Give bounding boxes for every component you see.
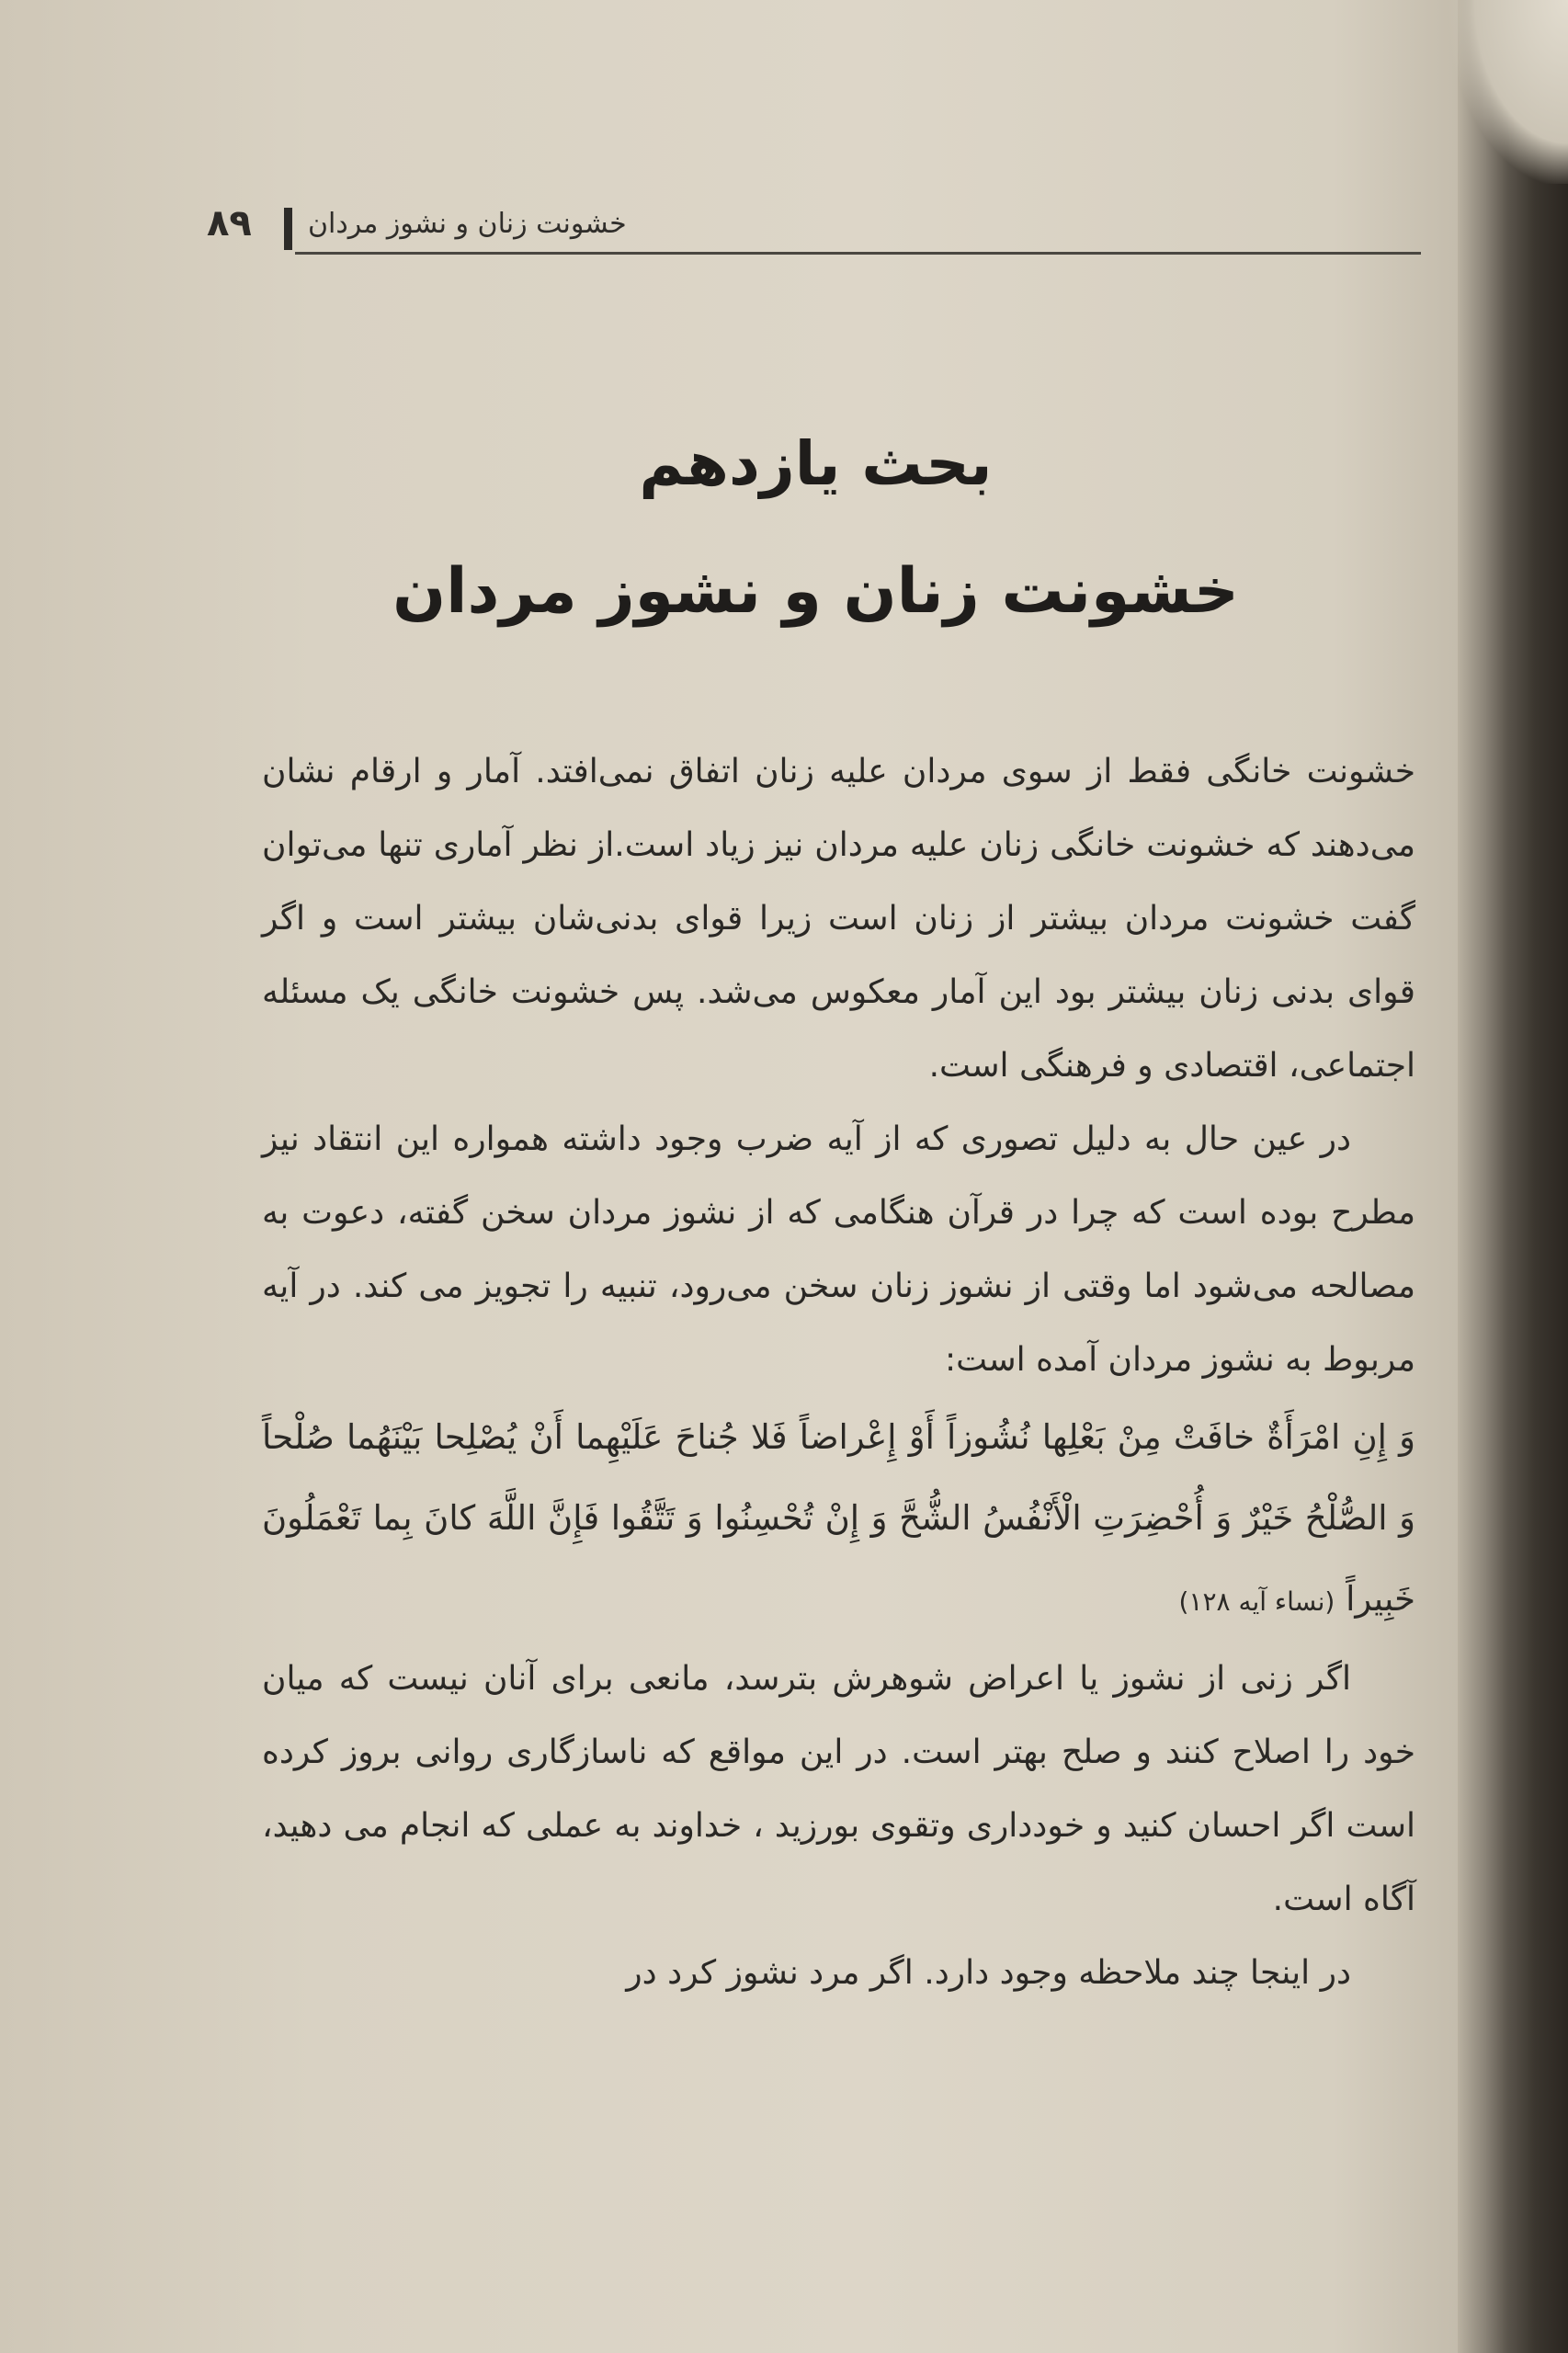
running-header-title: خشونت زنان و نشوز مردان xyxy=(308,208,627,240)
paragraph-1: خشونت خانگی فقط از سوی مردان علیه زنان اتفاق نمی‌افتد. آمار و ارقام نشان می‌دهند که خشونت خانگی زنان علیه مردان نیز زیاد است.از نظر آماری تنها می‌توان گفت خشونت مردان بیشتر از زنان است زیرا قوای بدنی‌شان بیشتر است و اگر قوای بدنی زنان بیشتر بود این آمار معکوس می‌شد. پس خشونت خانگی یک مسئله اجتماعی، اقتصادی و فرهنگی است. xyxy=(262,753,1415,1085)
header-rule xyxy=(295,252,1421,255)
page-number: ۸۹ xyxy=(207,202,252,244)
page-curl-highlight xyxy=(1449,0,1568,184)
body-text xyxy=(262,735,1415,2010)
header-bar-mark xyxy=(284,208,292,250)
next-page-edge xyxy=(1458,0,1568,2353)
quran-verse xyxy=(262,1397,1415,1643)
paragraph-2: در عین حال به دلیل تصوری که از آیه ضرب وجود داشته همواره این انتقاد نیز مطرح بوده است که چرا در قرآن هنگامی که از نشوز مردان سخن گفته، دعوت به مصالحه می‌شود اما وقتی از نشوز زنان سخن می‌رود، تنبیه را تجویز می کند. در آیه مربوط به نشوز مردان آمده است: xyxy=(262,1120,1415,1379)
running-header xyxy=(207,200,1425,265)
verse-reference: (نساء آیه ۱۲۸) xyxy=(1178,1586,1335,1617)
paragraph-4: در اینجا چند ملاحظه وجود دارد. اگر مرد نشوز کرد در xyxy=(626,1954,1351,1992)
chapter-title: بحث یازدهم xyxy=(639,428,993,499)
quran-verse-text: وَ إِنِ امْرَأَةٌ خافَتْ مِنْ بَعْلِها نُشُوزاً أَوْ إِعْراضاً فَلا جُناحَ عَلَيْهِما أَنْ يُصْلِحا بَيْنَهُما صُلْحاً وَ الصُّلْحُ خَيْرٌ وَ أُحْضِرَتِ الْأَنْفُسُ الشُّحَّ وَ إِنْ تُحْسِنُوا وَ تَتَّقُوا فَإِنَّ اللَّهَ كانَ بِما تَعْمَلُونَ خَبِيراً xyxy=(262,1417,1415,1619)
chapter-subtitle: خشونت زنان و نشوز مردان xyxy=(392,555,1239,628)
paragraph-3: اگر زنی از نشوز یا اعراض شوهرش بترسد، مانعی برای آنان نیست که میان خود را اصلاح کنند و صلح بهتر است. در این مواقع که ناسازگاری روانی بروز کرده است اگر احسان کنید و خودداری وتقوی بورزید ، خداوند به عملی که انجام می دهید، آگاه است. xyxy=(262,1660,1415,1918)
